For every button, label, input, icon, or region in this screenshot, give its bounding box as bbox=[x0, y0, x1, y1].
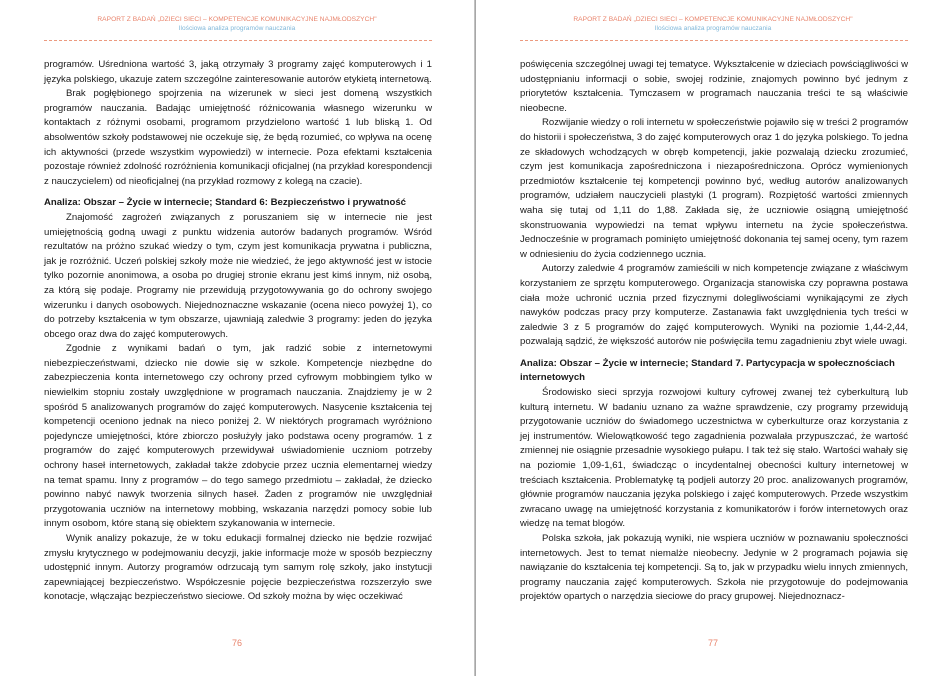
page-number: 76 bbox=[231, 638, 242, 648]
header-section-title: Ilościowa analiza programów nauczania bbox=[178, 25, 296, 32]
paragraph: Wynik analizy pokazuje, że w toku edukacji formalnej dziecko nie będzie rozwijać zmysłu krytycznego w podejmowaniu decyzji, jakie informacje może w sposób bezpieczny udostępnić innym. Autorzy programów odrzucają tym samym rolę szkoły, jako instytucji zapewniającej bezpieczeństwo. Współczesnie pojęcie bezpieczeństwa rozszerzyło swe konotacje, włączając bezpieczeństwo sieciowe. Od szkoły można by więc oczekiwać bbox=[44, 533, 432, 603]
section-heading: Analiza: Obszar – Życie w internecie; Standard 6: Bezpieczeństwo i prywatność bbox=[44, 197, 407, 209]
paragraph: Znajomość zagrożeń związanych z poruszaniem się w internecie nie jest umiejętnością godną uwagi z punktu widzenia autorów badanych programów. Wśród rezultatów na próżno szukać wiedzy o tym, czym jest komunikacja prywatna i publiczna, jak je rozróżnić. Uczeń polskiej szkoły może nie wiedzieć, że jego aktywność jest w istocie tylko pozornie anonimowa, a osoba po drugiej stronie ekranu jest kimś innym, niż osobą, za którą się podaje. Programy nie przewidują przygotowywania go do ochrony swojego wizerunku i danych osobowych. Niejednoznaczne wskazanie (ocena nieco powyżej 1), co do potrzeby kształcenia w tym obszarze, ujawniają zaledwie 3 programy: jeden do języka obcego oraz dwa do zajęć komputerowych. bbox=[44, 211, 432, 340]
page-body bbox=[520, 58, 908, 605]
right-page bbox=[476, 0, 950, 676]
header-report-title: RAPORT Z BADAŃ „DZIECI SIECI – KOMPETENCJE KOMUNIKACYJNE NAJMŁODSZYCH" bbox=[97, 16, 377, 23]
paragraph: programów. Uśredniona wartość 3, jaką otrzymały 3 programy zajęć komputerowych i 1 języka polskiego, ukazuje zatem szczególne zainteresowanie autorów etykietą internetową. bbox=[44, 59, 432, 85]
paragraph: Autorzy zaledwie 4 programów zamieścili w nich kompetencje związane z właściwym korzystaniem ze sprzętu komputerowego. Organizacja stanowiska czy poprawna postawa ciała może uchronić ucznia przed fizycznymi dolegliwościami wynikającymi ze złych nawyków podczas pracy przy komputerze. Zastanawia fakt uwzględnienia tych treści w zaledwie 3 z 5 programów do zajęć komputerowych. Wyniki na poziomie 1,44-2,44, pozwalają sądzić, że większość autorów nie poświęciła temu zagadnieniu zbyt wiele uwagi. bbox=[520, 263, 908, 348]
page-body bbox=[44, 58, 432, 605]
paragraph: Rozwijanie wiedzy o roli internetu w społeczeństwie pojawiło się w treści 2 programów do historii i społeczeństwa, 3 do zajęć komputerowych oraz 1 do języka polskiego. To jedna ze składowych wchodzących w obręb kompetencji, jakie pozwalają dziecku zrozumieć, czym jest komunikacja zapośredniczona i niezapośredniczona. Oprócz wymienionych przedmiotów kształcenie tej kompetencji powinno być, według autorów analizowanych programów, udziałem nauczycieli plastyki (1 program). Rozpiętość wartości zmiennych waha się tutaj od 1,11 do 1,88. Zakłada się, że uczniowie osiągną umiejętność skonstruowania wypowiedzi na temat wpływu internetu na życie społeczeństwa. Jednocześnie w programach pominięto umiejętność dokonania tej samej oceny, tym razem w odniesieniu do życia codziennego ucznia. bbox=[520, 117, 908, 260]
left-page bbox=[0, 0, 474, 676]
header-divider bbox=[44, 40, 432, 41]
paragraph: Brak pogłębionego spojrzenia na wizerunek w sieci jest domeną wszystkich programów nauczania. Badając umiejętność różnicowania własnego wizerunku w kontaktach z różnymi osobami, programom przydzielono wartość 1 lub bliską 1. Od absolwentów szkoły podstawowej nie oczekuje się, że będą rozumieć, co wpływa na ocenę ich aktywności (przede wszystkim wypowiedzi) w internecie. Poza efektami kształcenia pozostaje również zdolność rozróżnienia komunikacji oficjalnej (na przykład korespondencji z nauczycielem) od nieoficjalnej (na przykład rozmowy z kolegą na czacie). bbox=[44, 88, 432, 187]
page-number: 77 bbox=[707, 638, 718, 648]
paragraph: Polska szkoła, jak pokazują wyniki, nie wspiera uczniów w poznawaniu społeczności internetowych. Jest to temat niemalże nieobecny. Jedynie w 2 programach pojawia się nawiązanie do kształcenia tej kompetencji. Są to, jak w przypadku wielu innych zmiennych, programy nauczania zajęć komputerowych. Szkoła nie przygotowuje do podejmowania projektów opartych o narzędzia sieciowe do pracy grupowej. Niejednoznacz- bbox=[520, 533, 908, 603]
header-report-title: RAPORT Z BADAŃ „DZIECI SIECI – KOMPETENCJE KOMUNIKACYJNE NAJMŁODSZYCH" bbox=[573, 16, 853, 23]
section-heading: Analiza: Obszar – Życie w internecie; Standard 7. Partycypacja w społecznościach internetowych bbox=[520, 357, 895, 384]
paragraph: poświęcenia szczególnej uwagi tej tematyce. Wykształcenie w dzieciach powściągliwości w udostępnianiu informacji o sobie, swojej rodzinie, znajomych powinno być jednym z priorytetów kształcenia. Tymczasem w programach nauczania treści te są właściwie nieobecne. bbox=[520, 59, 908, 114]
paragraph: Zgodnie z wynikami badań o tym, jak radzić sobie z internetowymi niebezpieczeństwami, dziecko nie dowie się w szkole. Kompetencje niezbędne do zabezpieczenia konta internetowego czy ochrony przed cyfrowym mobbingiem tylko w niewielkim stopniu zostały uwzględnione w programach nauczania. Znajdziemy je w 2 spośród 5 analizowanych programów do zajęć komputerowych. Nasycenie kształcenia tej kompetencji oceniono jednak na nieco poniżej 2. W niektórych programach wyróżniono pojedyncze umiejętności, które zbiorczo posłużyły jako podstawa oceny programów. 1 z programów do zajęć komputerowych przewidywał uświadomienie uczniom potrzeby ochrony haseł internetowych, zakładał także zdobycie przez ucznia elementarnej wiedzy na temat spamu. Inny z programów – do tego samego przedmiotu – zakładał, że dziecko powinno nabyć nawyk tworzenia silnych haseł. Żaden z programów nie uwzględniał przygotowania uczniów na internetowy mobbing, wskazania narzędzi pomocy sobie lub innym osobom, które staną się obiektem szykanowania w internecie. bbox=[44, 343, 432, 530]
header-divider bbox=[520, 40, 908, 41]
running-header bbox=[0, 15, 474, 33]
running-header bbox=[476, 15, 950, 33]
paragraph: Środowisko sieci sprzyja rozwojowi kultury cyfrowej zwanej też cyberkulturą lub kulturą internetu. W badaniu uznano za ważne sprawdzenie, czy programy przewidują przygotowanie uczniów do świadomego uczestnictwa w cyberkulturze oraz korzystania z jej instrumentów. Wielowątkowość tego zagadnienia pozwalała przypuszczać, że wartość zmiennej nie osiągnie przesadnie wysokiego pułapu. I tak też się stało. Wartości wahały się na poziomie 1,09-1,61, świadcząc o incydentalnej obecności kultury internetowej w treściach kształcenia. Problematykę tą podjeli autorzy 20 proc. analizowanych programów, głównie programów nauczania języka polskiego i zajęć komputerowych. Przede wszystkim zwracano uwagę na umiejętność korzystania z komunikatorów i forów internetowych oraz wiedzę na temat blogów. bbox=[520, 387, 908, 530]
header-section-title: Ilościowa analiza programów nauczania bbox=[654, 25, 772, 32]
